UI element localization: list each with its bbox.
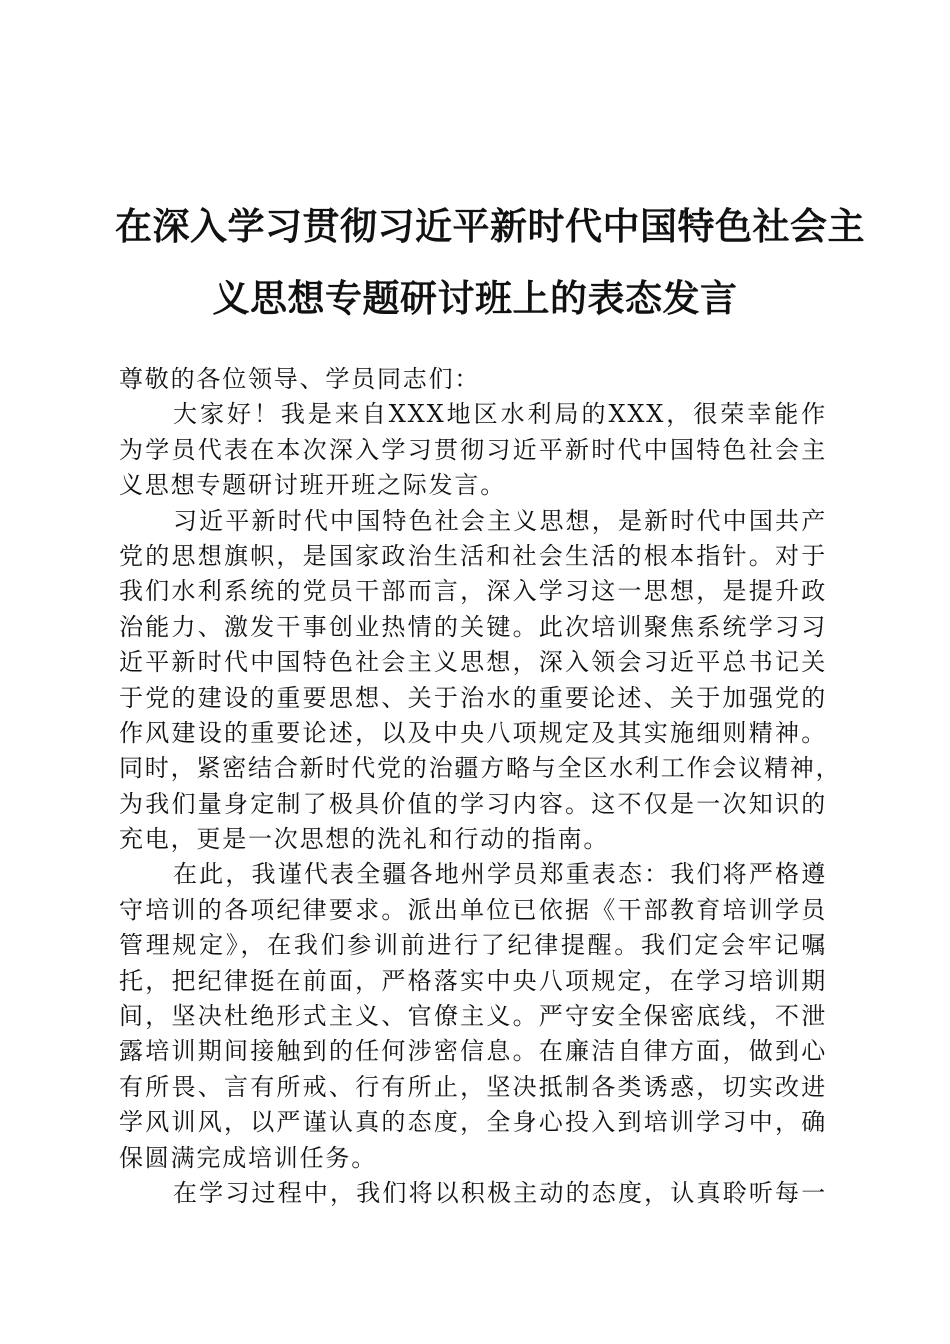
paragraph-line: 间，坚决杜绝形式主义、官僚主义。严守安全保密底线，不泄 [119, 1002, 827, 1031]
paragraph-line: 我们水利系统的党员干部而言，深入学习这一思想，是提升政 [119, 577, 827, 606]
paragraph-line: 作风建设的重要论述，以及中央八项规定及其实施细则精神。 [119, 718, 827, 747]
paragraph-line: 管理规定》，在我们参训前进行了纪律提醒。我们定会牢记嘱 [119, 931, 827, 960]
salutation: 尊敬的各位领导、学员同志们： [119, 365, 481, 393]
paragraph-line: 守培训的各项纪律要求。派出单位已依据《干部教育培训学员 [119, 895, 827, 924]
paragraph-line: 党的思想旗帜，是国家政治生活和社会生活的根本指针。对于 [119, 541, 827, 570]
document-body [119, 362, 842, 1211]
paragraph-line: 义思想专题研讨班开班之际发言。 [119, 471, 506, 500]
paragraph-line: 保圆满完成培训任务。 [119, 1143, 377, 1172]
document-title [115, 190, 865, 334]
paragraph-line: 治能力、激发干事创业热情的关键。此次培训聚焦系统学习习 [119, 612, 827, 641]
paragraph-line: 在学习过程中，我们将以积极主动的态度，认真聆听每一 [173, 1178, 827, 1207]
title-line-1: 在深入学习贯彻习近平新时代中国特色社会主 [115, 204, 865, 248]
paragraph-line: 露培训期间接触到的任何涉密信息。在廉洁自律方面，做到心 [119, 1037, 827, 1066]
title-line-2: 义思想专题研讨班上的表态发言 [212, 276, 738, 320]
paragraph-line: 托，把纪律挺在前面，严格落实中央八项规定，在学习培训期 [119, 966, 827, 995]
paragraph-line: 同时，紧密结合新时代党的治疆方略与全区水利工作会议精神， [119, 754, 842, 783]
paragraph-line: 为我们量身定制了极具价值的学习内容。这不仅是一次知识的 [119, 789, 827, 818]
paragraph-line: 有所畏、言有所戒、行有所止，坚决抵制各类诱惑，切实改进 [119, 1072, 827, 1101]
paragraph-line: 近平新时代中国特色社会主义思想，深入领会习近平总书记关 [119, 648, 827, 677]
paragraph-line: 在此，我谨代表全疆各地州学员郑重表态：我们将严格遵 [173, 860, 827, 889]
paragraph-line: 于党的建设的重要思想、关于治水的重要论述、关于加强党的 [119, 683, 827, 712]
paragraph-line: 习近平新时代中国特色社会主义思想，是新时代中国共产 [173, 506, 827, 535]
paragraph-line: 为学员代表在本次深入学习贯彻习近平新时代中国特色社会主 [119, 435, 827, 464]
paragraph-line: 充电，更是一次思想的洗礼和行动的指南。 [119, 825, 610, 854]
paragraph-line: 学风训风，以严谨认真的态度，全身心投入到培训学习中，确 [119, 1108, 827, 1137]
paragraph-line: 大家好！我是来自XXX地区水利局的XXX，很荣幸能作 [173, 400, 827, 429]
